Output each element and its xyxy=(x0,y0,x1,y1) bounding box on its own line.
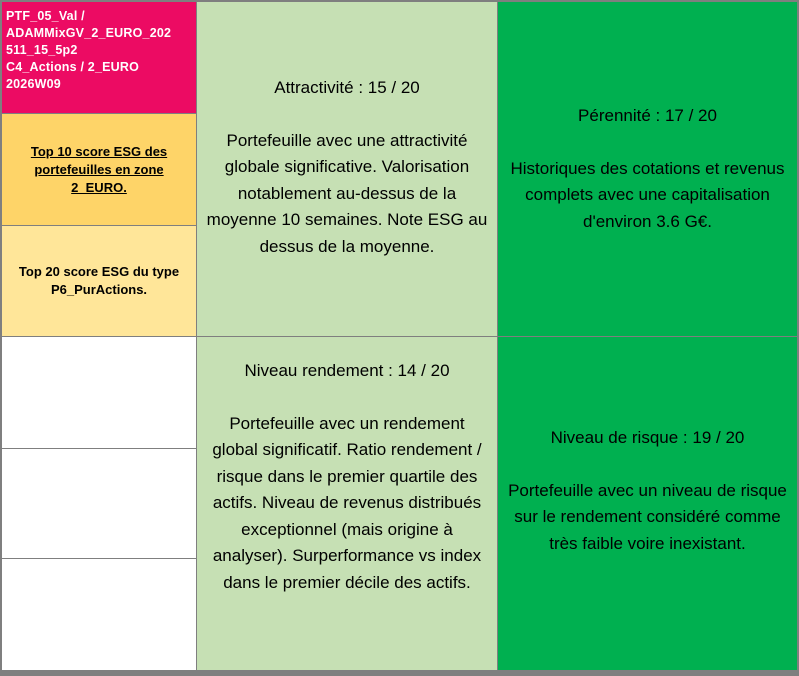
risque-text: Portefeuille avec un niveau de risque sur le rendement considéré comme très faible voire inexistant. xyxy=(508,480,787,553)
top20-esg-cell xyxy=(1,225,197,337)
empty-cell-1 xyxy=(1,336,197,449)
empty-cell-2 xyxy=(1,448,197,559)
top10-esg-link[interactable]: Top 10 score ESG des portefeuilles en zone 2_EURO. xyxy=(30,143,168,195)
risque-cell xyxy=(497,336,798,671)
portfolio-identifier xyxy=(1,1,197,114)
attractivite-title: Attractivité : 15 / 20 xyxy=(274,78,420,97)
portfolio-id-line-5: 2026W09 xyxy=(6,77,61,91)
risque-title: Niveau de risque : 19 / 20 xyxy=(550,428,745,447)
portfolio-id-line-1: PTF_05_Val / xyxy=(6,9,85,23)
empty-cell-3 xyxy=(1,558,197,671)
attractivite-text: Portefeuille avec une attractivité globale significative. Valorisation notablement au-dessus de la moyenne 10 semaines. Note ESG au dessus de la moyenne. xyxy=(206,130,488,256)
top10-esg-cell[interactable] xyxy=(1,113,197,226)
rendement-title: Niveau rendement : 14 / 20 xyxy=(244,361,450,380)
rendement-cell xyxy=(196,336,498,671)
portfolio-id-line-4: C4_Actions / 2_EURO xyxy=(6,60,140,74)
perennite-text: Historiques des cotations et revenus complets avec une capitalisation d'environ 3.6 G€. xyxy=(510,158,785,231)
rendement-text: Portefeuille avec un rendement global significatif. Ratio rendement / risque dans le premier quartile des actifs. Niveau de revenus distribués exceptionnel (mais origine à analyser). Surperformance vs index dans le premier décile des actifs. xyxy=(212,413,482,592)
top20-esg-text: Top 20 score ESG du type P6_PurActions. xyxy=(18,264,180,297)
attractivite-cell xyxy=(196,1,498,337)
portfolio-id-line-3: 511_15_5p2 xyxy=(6,43,78,57)
perennite-title: Pérennité : 17 / 20 xyxy=(578,106,717,125)
portfolio-id-line-2: ADAMMixGV_2_EURO_202 xyxy=(6,26,172,40)
perennite-cell xyxy=(497,1,798,337)
